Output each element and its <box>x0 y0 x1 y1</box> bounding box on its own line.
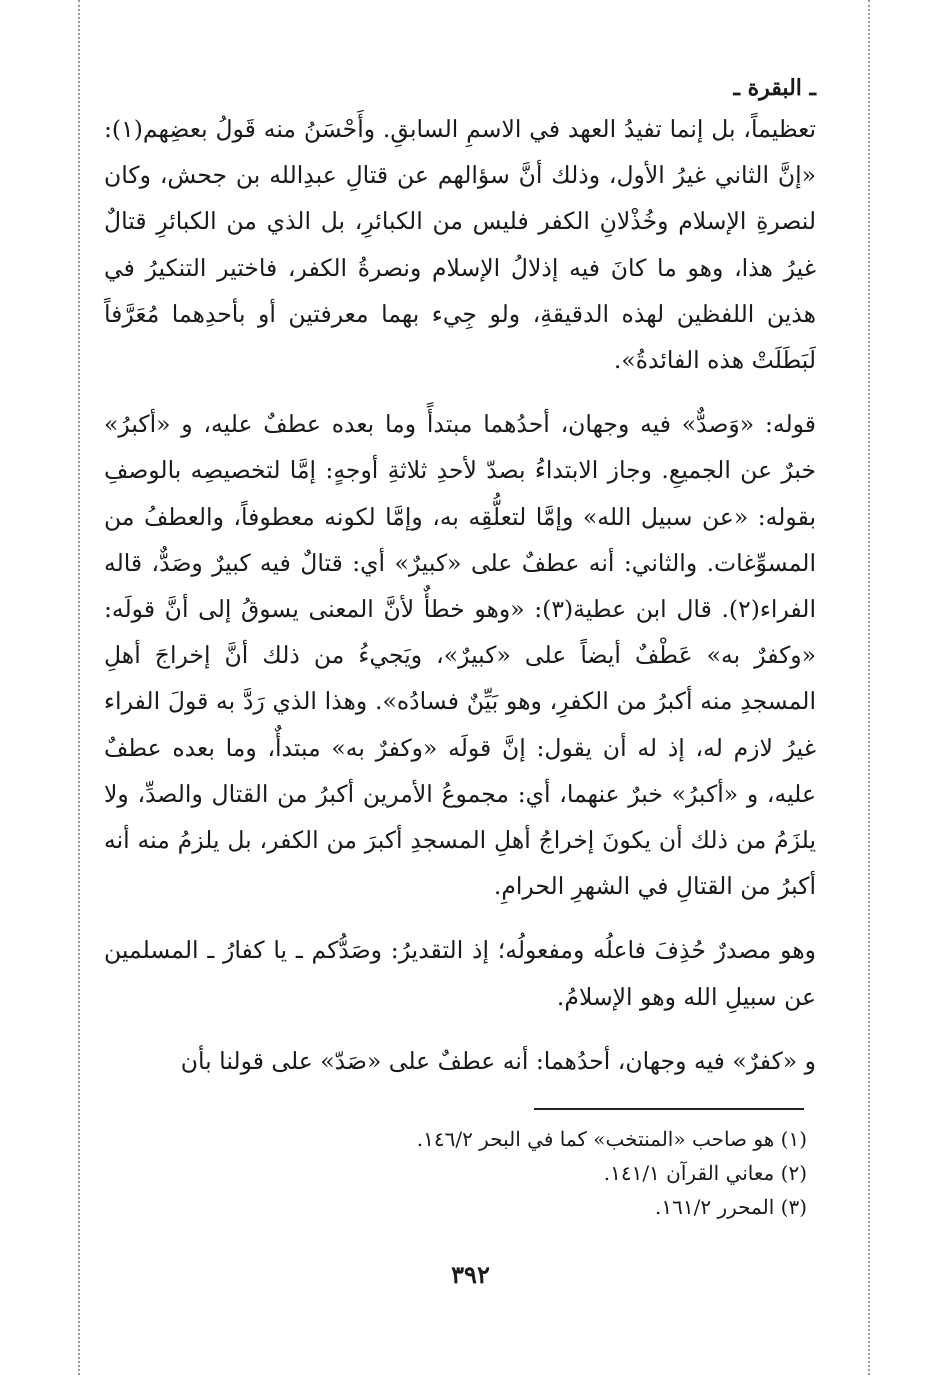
right-binding-border <box>868 0 870 1375</box>
running-header: ـ البقرة ـ <box>733 75 816 101</box>
footnote-2: (٢) معاني القرآن ١٤١/١. <box>603 1161 807 1185</box>
paragraph-1: تعظيماً، بل إنما تفيدُ العهد في الاسمِ السابقِ. وأَحْسَنُ منه قَولُ بعضِهم(١): «إنَّ الثاني غيرُ الأول، وذلك أنَّ سؤالهم عن قتالِ عبدِالله بن جحش، وكان لنصرةِ الإسلام وخُذْلانِ الكفر فليس من الكبائرِ، بل الذي من الكبائرِ قتالٌ غيرُ هذا، وهو ما كانَ فيه إذلالُ الإسلام ونصرةُ الكفر، فاختير التنكيرُ في هذين اللفظين لهذه الدقيقةِ، ولو جِيء بهما معرفتين أو بأحدِهما مُعَرَّفاً لَبَطَلَتْ هذه الفائدةُ». <box>104 115 816 375</box>
left-binding-border <box>78 0 80 1375</box>
footnotes <box>247 1122 807 1224</box>
paragraph-4: و «كفرٌ» فيه وجهان، أحدُهما: أنه عطفٌ على «صَدّ» على قولنا بأن <box>180 1046 816 1075</box>
page-body <box>104 70 816 1084</box>
footnote-1: (١) هو صاحب «المنتخب» كما في البحر ١٤٦/٢. <box>416 1127 807 1151</box>
paragraph-2: قوله: «وَصدٌّ» فيه وجهان، أحدُهما مبتدأً وما بعده عطفٌ عليه، و «أكبرُ» خبرٌ عن الجميعِ. وجاز الابتداءُ بصدّ لأحدِ ثلاثةِ أوجهٍ: إمَّا لتخصيصِه بالوصفِ بقوله: «عن سبيل الله» وإمَّا لتعلُّقِه به، وإمَّا لكونه معطوفاً، والعطفُ من المسوِّغات. والثاني: أنه عطفٌ على «كبيرٌ» أي: قتالٌ فيه كبيرٌ وصَدٌّ، قاله الفراء(٢). قال ابن عطية(٣): «وهو خطأٌ لأنَّ المعنى يسوقُ إلى أنَّ قولَه: «وكفرٌ به» عَطْفٌ أيضاً على «كبيرٌ»، ويَجيءُ من ذلك أنَّ إخراجَ أهلِ المسجدِ منه أكبرُ من الكفرِ، وهو بَيِّنٌ فسادُه». وهذا الذي رَدَّ به قولَ الفراء غيرُ لازم له، إذ له أن يقول: إنَّ قولَه «وكفرٌ به» مبتدأٌ، وما بعده عطفٌ عليه، و «أكبرُ» خبرٌ عنهما، أي: مجموعُ الأمرين أكبرُ من القتال والصدِّ، ولا يلزَمُ من ذلك أن يكونَ إخراجُ أهلِ المسجدِ أكبرَ من الكفر، بل يلزمُ منه أنه أكبرُ من القتالِ في الشهرِ الحرامِ. <box>104 410 816 901</box>
paragraph-3: وهو مصدرٌ حُذِفَ فاعلُه ومفعولُه؛ إذ التقديرُ: وصَدُّكم ـ يا كفارُ ـ المسلمين عن سبيلِ الله وهو الإسلامُ. <box>104 936 816 1011</box>
footnote-separator <box>534 1108 804 1110</box>
page-number: ٣٩٢ <box>451 1260 490 1289</box>
footnote-3: (٣) المحرر ١٦١/٢. <box>655 1195 807 1219</box>
